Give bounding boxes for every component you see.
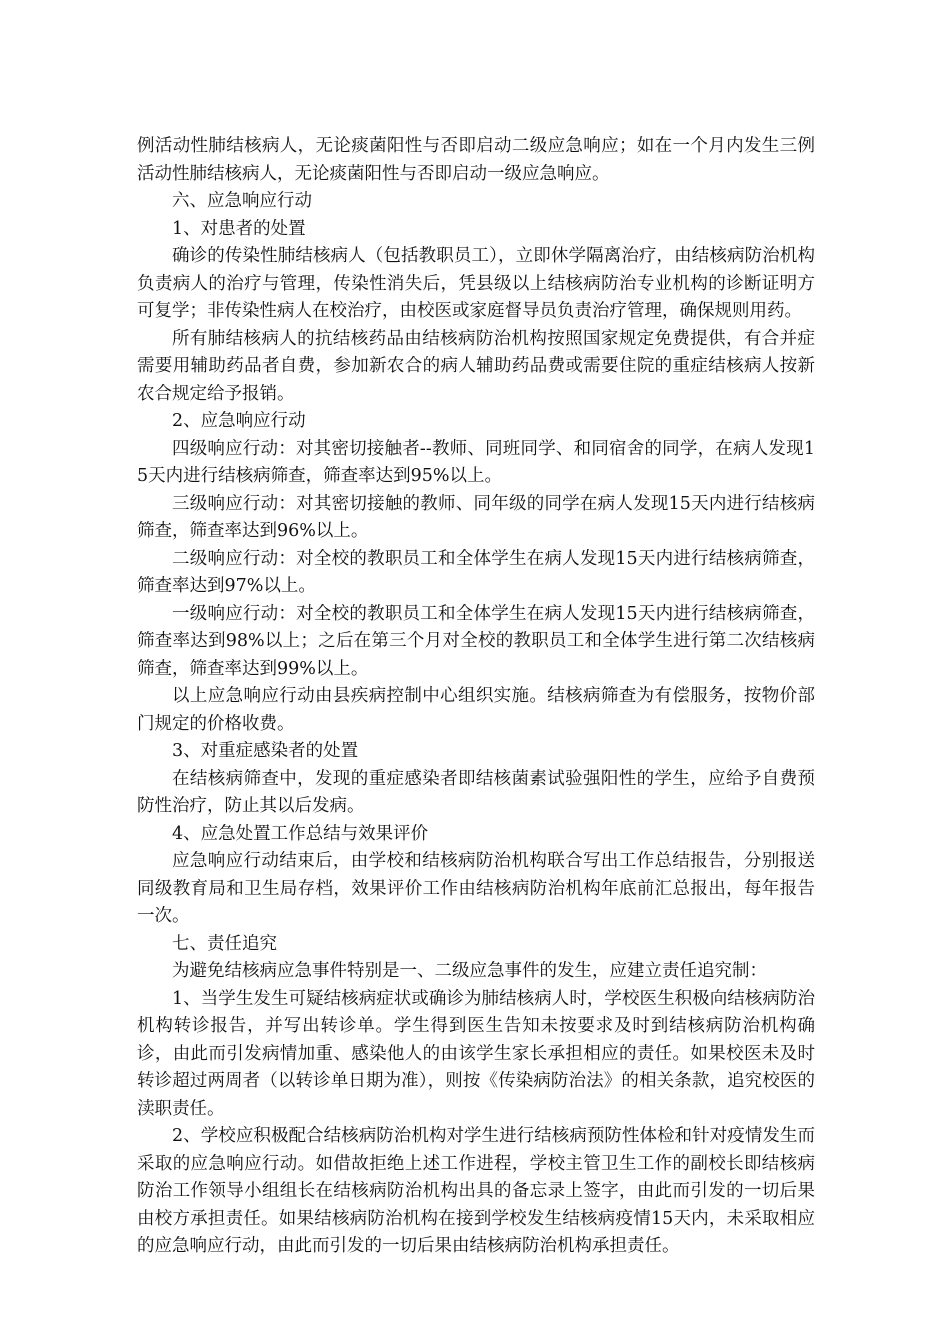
paragraph-level-two: 二级响应行动：对全校的教职员工和全体学生在病人发现15天内进行结核病筛查，筛查率达到97%以上。: [137, 548, 815, 596]
paragraph-level-three: 三级响应行动：对其密切接触的教师、同年级的同学在病人发现15天内进行结核病筛查，筛查率达到96%以上。: [137, 493, 815, 541]
paragraph: 确诊的传染性肺结核病人（包括教职员工），立即休学隔离治疗，由结核病防治机构负责病人的治疗与管理，传染性消失后，凭县级以上结核病防治专业机构的诊断证明方可复学；非传染性病人在校治疗，由校医或家庭督导员负责治疗管理，确保规则用药。: [137, 246, 815, 321]
section-heading-response-actions: 六、应急响应行动: [172, 191, 312, 211]
document-page: [137, 133, 815, 1261]
paragraph: 在结核病筛查中，发现的重症感染者即结核菌素试验强阳性的学生，应给予自费预防性治疗，防止其以后发病。: [137, 768, 815, 816]
paragraph: 为避免结核病应急事件特别是一、二级应急事件的发生，应建立责任追究制：: [172, 961, 767, 981]
subheading-emergency-response: 2、应急响应行动: [172, 411, 306, 431]
paragraph: 所有肺结核病人的抗结核药品由结核病防治机构按照国家规定免费提供，有合并症需要用辅助药品者自费，参加新农合的病人辅助药品费或需要住院的重症结核病人按新农合规定给予报销。: [137, 328, 815, 404]
paragraph-level-one: 一级响应行动：对全校的教职员工和全体学生在病人发现15天内进行结核病筛查，筛查率达到98%以上；之后在第三个月对全校的教职员工和全体学生进行第二次结核病筛查，筛查率达到99%以上。: [137, 603, 815, 679]
paragraph-level-four: 四级响应行动：对其密切接触者--教师、同班同学、和同宿舍的同学，在病人发现15天内进行结核病筛查，筛查率达到95%以上。: [137, 438, 815, 486]
paragraph: 1、当学生发生可疑结核病症状或确诊为肺结核病人时，学校医生积极向结核病防治机构转诊报告，并写出转诊单。学生得到医生告知未按要求及时到结核病防治机构确诊，由此而引发病情加重、感染他人的由该学生家长承担相应的责任。如果校医未及时转诊超过两周者（以转诊单日期为准），则按《传染病防治法》的相关条款，追究校医的渎职责任。: [137, 988, 815, 1119]
paragraph: 以上应急响应行动由县疾病控制中心组织实施。结核病筛查为有偿服务，按物价部门规定的价格收费。: [137, 686, 815, 734]
paragraph-continuation: 例活动性肺结核病人，无论痰菌阳性与否即启动二级应急响应；如在一个月内发生三例活动性肺结核病人，无论痰菌阳性与否即启动一级应急响应。: [137, 136, 815, 184]
paragraph: 应急响应行动结束后，由学校和结核病防治机构联合写出工作总结报告，分别报送同级教育局和卫生局存档，效果评价工作由结核病防治机构年底前汇总报出，每年报告一次。: [137, 851, 815, 926]
section-heading-accountability: 七、责任追究: [172, 933, 277, 954]
subheading-severe-infection: 3、对重症感染者的处置: [172, 741, 359, 761]
paragraph: 2、学校应积极配合结核病防治机构对学生进行结核病预防性体检和针对疫情发生而采取的应急响应行动。如借故拒绝上述工作进程，学校主管卫生工作的副校长即结核病防治工作领导小组组长在结核病防治机构出具的备忘录上签字，由此而引发的一切后果由校方承担责任。如果结核病防治机构在接到学校发生结核病疫情15天内，未采取相应的应急响应行动，由此而引发的一切后果由结核病防治机构承担责任。: [137, 1126, 815, 1256]
subheading-summary-evaluation: 4、应急处置工作总结与效果评价: [172, 823, 429, 844]
subheading-patient-handling: 1、对患者的处置: [172, 218, 306, 239]
